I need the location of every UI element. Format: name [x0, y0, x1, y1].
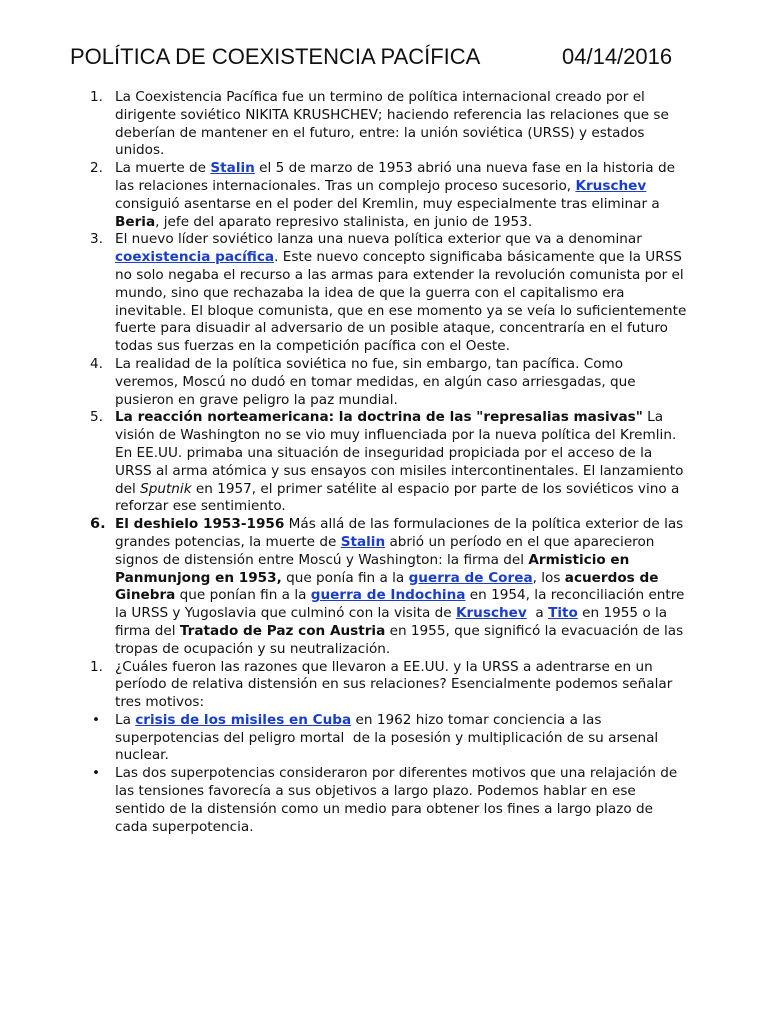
item-text: en 1957, el primer satélite al espacio por parte de los soviéticos vino a reforzar ese sentimiento. — [115, 480, 680, 515]
item-text: ¿Cuáles fueron las razones que llevaron a EE.UU. y la URSS a adentrarse en un período de relativa distensión en sus relaciones? Esencialmente podemos señalar tres motivos: — [115, 658, 673, 711]
item-number: 4. — [90, 355, 103, 372]
crisis-misiles-link[interactable]: crisis de los misiles en Cuba — [135, 711, 352, 728]
list-item — [90, 659, 690, 712]
stalin-link[interactable]: Stalin — [210, 160, 255, 177]
bold-term: Tratado de Paz con Austria — [179, 622, 386, 639]
item-text: el 5 de marzo de 1953 abrió una nueva fase en la historia de las relaciones internacionales. Tras un complejo proceso sucesorio, — [115, 160, 675, 194]
item-text: , los — [532, 569, 565, 586]
item-text: en 1954, la reconciliación entre la URSS y Yugoslavia que culminó con la visita de — [115, 587, 685, 622]
title-text: POLÍTICA DE COEXISTENCIA PACÍFICA — [70, 44, 481, 69]
bold-term: acuerdos de Ginebra — [115, 569, 659, 604]
content-list — [90, 89, 690, 836]
tito-link[interactable]: Tito — [548, 605, 578, 622]
item-text: que ponía fin a la — [281, 569, 409, 586]
kruschev-link[interactable]: Kruschev — [455, 605, 527, 622]
item-text: Las dos superpotencias consideraron por diferentes motivos que una relajación de las tensiones favorecía a sus objetivos a largo plazo. Podemos hablar en ese sentido de la distensión como un medio para obtener los fines a largo plazo de cada superpotencia. — [115, 765, 678, 835]
item-text: en 1955 o la firma del — [115, 605, 668, 639]
bold-term: Beria — [115, 213, 156, 230]
item-text: abrió un período en el que aparecieron signos de distensión entre Moscú y Washington: la firma del — [115, 533, 655, 568]
item-text: consiguió asentarse en el poder del Kremlin, muy especialmente tras eliminar a — [115, 195, 660, 212]
list-item — [90, 356, 690, 409]
document-date: 04/14/2016 — [562, 44, 673, 69]
item-number: 5. — [90, 409, 103, 426]
list-item — [90, 516, 690, 658]
item-text: La muerte de — [115, 160, 211, 177]
item-text: en 1955, que significó la evacuación de las tropas de ocupación y su neutralización. — [115, 622, 684, 657]
item-text: Más allá de las formulaciones de la política exterior de las grandes potencias, la muerte de — [115, 516, 684, 550]
bold-term: Armisticio en Panmunjong en 1953, — [115, 551, 630, 586]
item-number: 1. — [90, 658, 103, 675]
stalin-link[interactable]: Stalin — [340, 533, 386, 550]
item-text: La visión de Washington no se vio muy influenciada por la nueva política del Kremlin. En EE.UU. primaba una situación de inseguridad propiciada por el acceso de la URSS al arma atómica y sus ensayos con misiles intercontinentales. El lanzamiento del — [115, 409, 684, 497]
item-text: La — [115, 711, 136, 728]
section-heading: La reacción norteamericana: la doctrina de las "represalias masivas" — [115, 409, 643, 426]
bullet-item — [90, 712, 690, 765]
item-text: , jefe del aparato represivo stalinista, en junio de 1953. — [155, 213, 533, 230]
section-heading: El deshielo 1953-1956 — [115, 516, 285, 533]
list-item — [90, 231, 690, 356]
item-number: 1. — [90, 89, 103, 105]
guerra-indochina-link[interactable]: guerra de Indochina — [310, 587, 466, 604]
list-item — [90, 89, 690, 160]
italic-term: Sputnik — [140, 480, 192, 497]
kruschev-link[interactable]: Kruschev — [575, 177, 647, 194]
item-text: El nuevo líder soviético lanza una nueva política exterior que va a denominar — [115, 231, 642, 248]
coexistencia-link[interactable]: coexistencia pacífica — [115, 249, 275, 266]
bullet-item — [90, 765, 690, 836]
item-number: 3. — [90, 231, 103, 248]
guerra-corea-link[interactable]: guerra de Corea — [408, 569, 533, 586]
item-text: La Coexistencia Pacífica fue un termino de política internacional creado por el dirigente soviético NIKITA KRUSHCHEV; haciendo referencia las relaciones que se deberían de mantener en el futuro, entre: la unión soviética (URSS) y estados unidos. — [115, 89, 669, 159]
item-text: . Este nuevo concepto significaba básicamente que la URSS no solo negaba el recurso a las armas para extender la revolución comunista por el mundo, sino que rechazaba la idea de que la guerra con el capitalismo era inevitable. El bloque comunista, que en ese momento ya se veía lo suficientemente fuerte para disuadir al adversario de un posible ataque, concentraría en el futuro todas sus fuerzas en la competición pacífica con el Oeste. — [115, 249, 687, 355]
item-text: a — [526, 605, 549, 622]
item-text: La realidad de la política soviética no fue, sin embargo, tan pacífica. Como veremos, Moscú no dudó en tomar medidas, en algún caso arriesgadas, que pusieron en grave peligro la paz mundial. — [115, 355, 636, 408]
list-item — [90, 409, 690, 516]
bullet-icon: • — [92, 711, 101, 728]
item-text: que ponían fin a la — [175, 587, 311, 604]
item-text: en 1962 hizo tomar conciencia a las superpotencias del peligro mortal de la posesión y multiplicación de su arsenal nuclear. — [115, 711, 663, 764]
item-number: 2. — [90, 160, 103, 177]
item-number: 6. — [90, 516, 106, 533]
bullet-icon: • — [92, 765, 101, 782]
list-item — [90, 160, 690, 231]
document-title — [70, 44, 710, 70]
